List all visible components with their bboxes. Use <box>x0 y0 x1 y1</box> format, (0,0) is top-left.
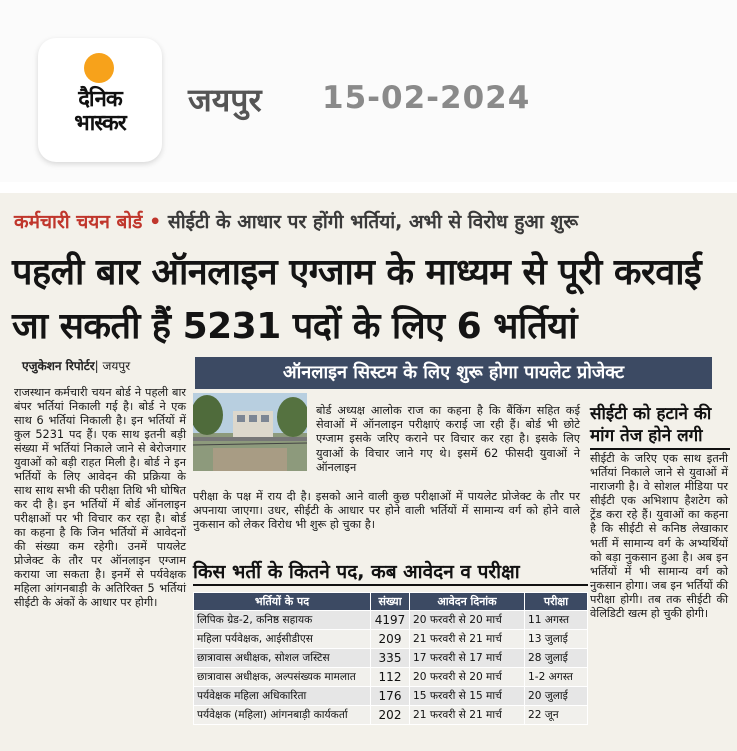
table-row <box>194 649 588 668</box>
divider <box>193 584 588 586</box>
cell-count: 202 <box>371 706 410 725</box>
article-kicker <box>14 208 578 234</box>
cell-application: 20 फरवरी से 20 मार्च <box>410 668 525 687</box>
cell-count: 4197 <box>371 611 410 630</box>
cell-post: छात्रावास अधीक्षक, अल्पसंख्यक मामलात <box>194 668 371 687</box>
side-heading: सीईटी को हटाने की मांग तेज होने लगी <box>590 404 712 446</box>
section-banner: ऑनलाइन सिस्टम के लिए शुरू होगा पायलेट प्रोजेक्ट <box>195 357 712 389</box>
logo-text: दैनिक भास्कर <box>74 87 126 136</box>
article-column-1: राजस्थान कर्मचारी चयन बोर्ड ने पहली बार बंपर भर्तियां निकाली गई है। बोर्ड ने एक साथ 6 भर्तियां निकाली है। इन भर्तियों में कुल 5231 पद हैं। एक साथ इतनी बड़ी संख्या में भर्तियां निकाले जाने से बेरोजगार युवाओं को बड़ी राहत मिली है। बोर्ड ने इन भर्तियों के लिए आवेदन की प्रक्रिया के साथ साथ सभी की परीक्षा तिथि भी घोषित कर दी है। इन भर्तियों में बोर्ड ऑनलाइन परीक्षाओं पर भी विचार कर रहा है। बोर्ड का कहना है कि जिन भर्तियों में आवेदनों की संख्या कम रहेगी। उनमें पायलेट प्रोजेक्ट के तौर पर ऑनलाइन एग्जाम कराया जा सकता है। इनमें से पर्यवेक्षक महिला आंगनबाड़ी के अतिरिक्त 5 भर्तियां सीईटी के अंकों के आधार पर होगी। <box>14 386 186 609</box>
cell-count: 176 <box>371 687 410 706</box>
cell-exam: 13 जुलाई <box>525 630 588 649</box>
table-row <box>194 611 588 630</box>
cell-application: 21 फरवरी से 21 मार्च <box>410 630 525 649</box>
cell-exam: 20 जुलाई <box>525 687 588 706</box>
article-category: कर्मचारी चयन बोर्ड <box>14 211 143 233</box>
cell-exam: 28 जुलाई <box>525 649 588 668</box>
edition-date: 15-02-2024 <box>322 80 531 116</box>
cell-post: पर्यवेक्षक महिला अधिकारिता <box>194 687 371 706</box>
dainik-bhaskar-logo[interactable] <box>38 38 162 162</box>
col-header-count: संख्या <box>371 593 410 611</box>
recruitment-table <box>193 592 588 725</box>
cell-exam: 1-2 अगस्त <box>525 668 588 687</box>
table-header-row <box>194 593 588 611</box>
article-column-2-bottom: परीक्षा के पक्ष में राय दी है। इसको आने वाली कुछ परीक्षाओं में पायलेट प्रोजेक्ट के तौर पर अपनाया जाएगा। उधर, सीईटी के आधार पर होने वाली भर्तियों में सामान्य वर्ग को होने वाले नुकसान को लेकर विरोध भी शुरू हो चुका है। <box>193 490 580 532</box>
byline: एजुकेशन रिपोर्टर| जयपुर <box>22 359 131 373</box>
table-row <box>194 668 588 687</box>
table-title: किस भर्ती के कितने पद, कब आवेदन व परीक्षा <box>193 561 520 583</box>
cell-post: छात्रावास अधीक्षक, सोशल जस्टिस <box>194 649 371 668</box>
article-headline: पहली बार ऑनलाइन एग्जाम के माध्यम से पूरी करवाई जा सकती हैं 5231 पदों के लिए 6 भर्तियां <box>12 252 702 347</box>
cell-application: 21 फरवरी से 21 मार्च <box>410 706 525 725</box>
cell-count: 112 <box>371 668 410 687</box>
cell-application: 17 फरवरी से 17 मार्च <box>410 649 525 668</box>
col-header-posts: भर्तियों के पद <box>194 593 371 611</box>
col-header-application: आवेदन दिनांक <box>410 593 525 611</box>
article-column-2-top: बोर्ड अध्यक्ष आलोक राज का कहना है कि बैंकिंग सहित कई सेवाओं में ऑनलाइन परीक्षाएं कराई जा रही हैं। बोर्ड भी छोटे एग्जाम इसके जरिए कराने पर विचार कर रहा है। इसके लिए युवाओं के विचार जाने गए थे। इसमें 62 फीसदी युवाओं ने ऑनलाइन <box>316 404 580 474</box>
cell-count: 335 <box>371 649 410 668</box>
cell-application: 20 फरवरी से 20 मार्च <box>410 611 525 630</box>
cell-exam: 22 जून <box>525 706 588 725</box>
cell-exam: 11 अगस्त <box>525 611 588 630</box>
sun-icon <box>84 53 114 83</box>
kicker-bullet: • <box>149 211 162 233</box>
article-column-3: सीईटी के जरिए एक साथ इतनी भर्तियां निकाले जाने से युवाओं में नाराजगी है। वे सोशल मीडिया पर सीईटी एक अभिशाप हैशटेग को ट्रेंड करा रहे हैं। युवाओं का कहना है कि सीईटी से कनिष्ठ लेखाकार भर्ती में सामान्य वर्ग के अभ्यर्थियों को बड़ा नुकसान हुआ है। अब इन भर्तियों में भी सामान्य वर्ग को नुकसान होगा। जब इन भर्तियों की परीक्षा होगी। तब तक सीईटी की वेलिडिटी खत्म हो चुकी होगी। <box>590 452 728 621</box>
edition-city: जयपुर <box>188 81 262 119</box>
cell-post: पर्यवेक्षक (महिला) आंगनबाड़ी कार्यकर्ता <box>194 706 371 725</box>
divider <box>590 448 730 450</box>
cell-post: महिला पर्यवेक्षक, आईसीडीएस <box>194 630 371 649</box>
table-row <box>194 687 588 706</box>
kicker-text: सीईटी के आधार पर होंगी भर्तियां, अभी से विरोध हुआ शुरू <box>167 211 579 233</box>
table-row <box>194 706 588 725</box>
cell-post: लिपिक ग्रेड-2, कनिष्ठ सहायक <box>194 611 371 630</box>
table-row <box>194 630 588 649</box>
cell-application: 15 फरवरी से 15 मार्च <box>410 687 525 706</box>
building-photo <box>193 393 307 471</box>
photo-illustration <box>193 393 307 471</box>
col-header-exam: परीक्षा <box>525 593 588 611</box>
cell-count: 209 <box>371 630 410 649</box>
